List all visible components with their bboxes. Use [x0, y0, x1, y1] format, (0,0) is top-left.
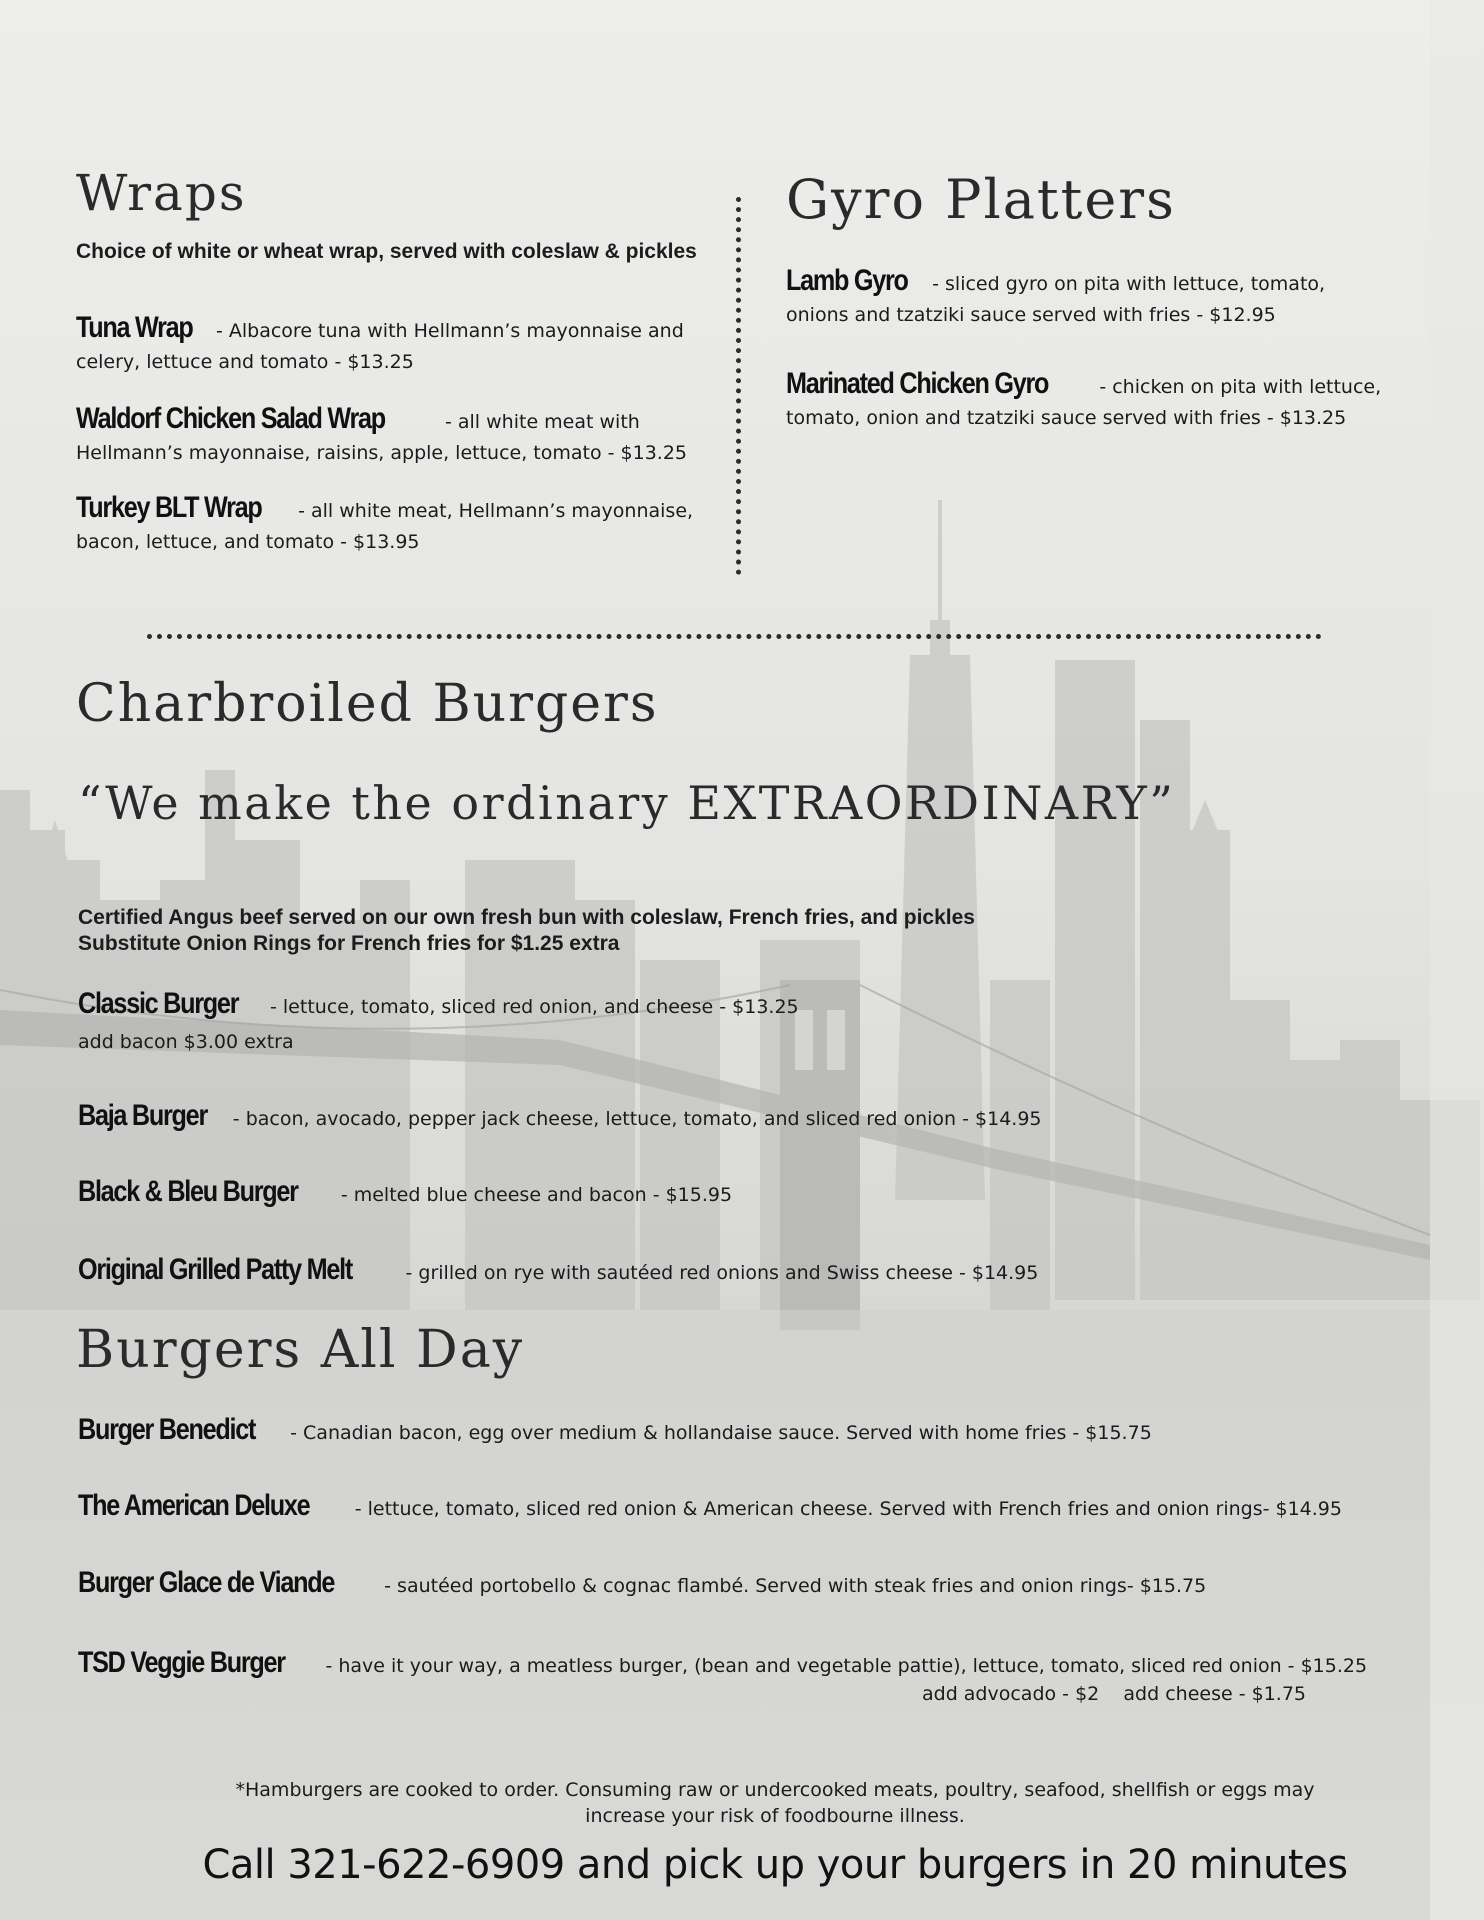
menu-item-black-bleu-burger — [78, 1176, 1398, 1211]
classic-burger-extra: add bacon $3.00 extra — [78, 1031, 294, 1053]
burgers-info-line-2: Substitute Onion Rings for French fries for $1.25 extra — [78, 932, 620, 955]
item-desc: - sliced gyro on pita with lettuce, tomato, onions and tzatziki sauce served with fries - $12.95 — [786, 273, 1326, 326]
item-desc: - have it your way, a meatless burger, (bean and vegetable pattie), lettuce, tomato, sliced red onion - $15.25 — [319, 1655, 1368, 1677]
menu-item-tuna-wrap — [76, 312, 696, 378]
item-name: Burger Glace de Viande — [78, 1566, 335, 1599]
menu-item-burger-benedict — [78, 1414, 1438, 1449]
item-name: Original Grilled Patty Melt — [78, 1253, 353, 1286]
item-name: Tuna Wrap — [76, 311, 193, 344]
item-name: The American Deluxe — [78, 1489, 310, 1522]
item-desc: - sautéed portobello & cognac flambé. Served with steak fries and onion rings- $15.75 — [378, 1575, 1207, 1597]
veggie-burger-addons: add advocado - $2 add cheese - $1.75 — [921, 1683, 1306, 1705]
item-desc: - Canadian bacon, egg over medium & hollandaise sauce. Served with home fries - $15.75 — [284, 1422, 1152, 1444]
item-desc: - lettuce, tomato, sliced red onion, and cheese - $13.25 — [263, 996, 799, 1018]
item-name: Lamb Gyro — [786, 264, 908, 297]
wraps-subtitle: Choice of white or wheat wrap, served with coleslaw & pickles — [76, 240, 697, 263]
menu-item-patty-melt — [78, 1254, 1418, 1289]
call-to-order: Call 321-622-6909 and pick up your burgers in 20 minutes — [202, 1842, 1348, 1888]
menu-item-lamb-gyro — [786, 265, 1386, 331]
item-name: Black & Bleu Burger — [78, 1175, 298, 1208]
burgers-info-line-1: Certified Angus beef served on our own fresh bun with coleslaw, French fries, and pickles — [78, 906, 975, 929]
item-desc: - Albacore tuna with Hellmann’s mayonnaise and celery, lettuce and tomato - $13.25 — [76, 320, 684, 373]
item-desc: - grilled on rye with sautéed red onions and Swiss cheese - $14.95 — [399, 1262, 1039, 1284]
item-desc: - all white meat with Hellmann’s mayonnaise, raisins, apple, lettuce, tomato - $13.25 — [76, 411, 688, 464]
item-name: Waldorf Chicken Salad Wrap — [76, 402, 385, 435]
item-name: Burger Benedict — [78, 1413, 256, 1446]
column-divider — [736, 197, 741, 575]
menu-item-classic-burger — [78, 988, 1378, 1023]
item-name: Classic Burger — [78, 987, 239, 1020]
wraps-title: Wraps — [76, 164, 247, 222]
menu-item-american-deluxe — [78, 1490, 1458, 1525]
item-desc: - melted blue cheese and bacon - $15.95 — [334, 1184, 733, 1206]
item-desc: - chicken on pita with lettuce, tomato, onion and tzatziki sauce served with fries - $13.25 — [786, 376, 1382, 429]
item-name: Marinated Chicken Gyro — [786, 367, 1049, 400]
item-name: Baja Burger — [78, 1099, 207, 1132]
menu-item-baja-burger — [78, 1100, 1398, 1135]
item-desc: - lettuce, tomato, sliced red onion & American cheese. Served with French fries and onion rings- $14.95 — [348, 1498, 1342, 1520]
section-divider — [147, 634, 1322, 639]
item-name: TSD Veggie Burger — [78, 1646, 285, 1679]
menu-item-glace-de-viande — [78, 1567, 1458, 1602]
burgers-tagline: “We make the ordinary EXTRAORDINARY” — [78, 776, 1176, 830]
allday-title: Burgers All Day — [76, 1320, 525, 1380]
menu-item-waldorf-wrap — [76, 403, 696, 469]
menu-item-turkey-blt-wrap — [76, 492, 696, 558]
gyro-title: Gyro Platters — [786, 168, 1176, 231]
menu-item-marinated-chicken-gyro — [786, 368, 1386, 434]
item-desc: - bacon, avocado, pepper jack cheese, lettuce, tomato, and sliced red onion - $14.95 — [226, 1108, 1042, 1130]
item-name: Turkey BLT Wrap — [76, 491, 262, 524]
menu-item-veggie-burger — [78, 1647, 1468, 1682]
burgers-title: Charbroiled Burgers — [76, 674, 659, 734]
item-desc: - all white meat, Hellmann’s mayonnaise, bacon, lettuce, and tomato - $13.95 — [76, 500, 694, 553]
food-safety-note: *Hamburgers are cooked to order. Consuming raw or undercooked meats, poultry, seafood, shellfish or eggs may increase your risk of foodbourne illness. — [235, 1779, 1315, 1827]
